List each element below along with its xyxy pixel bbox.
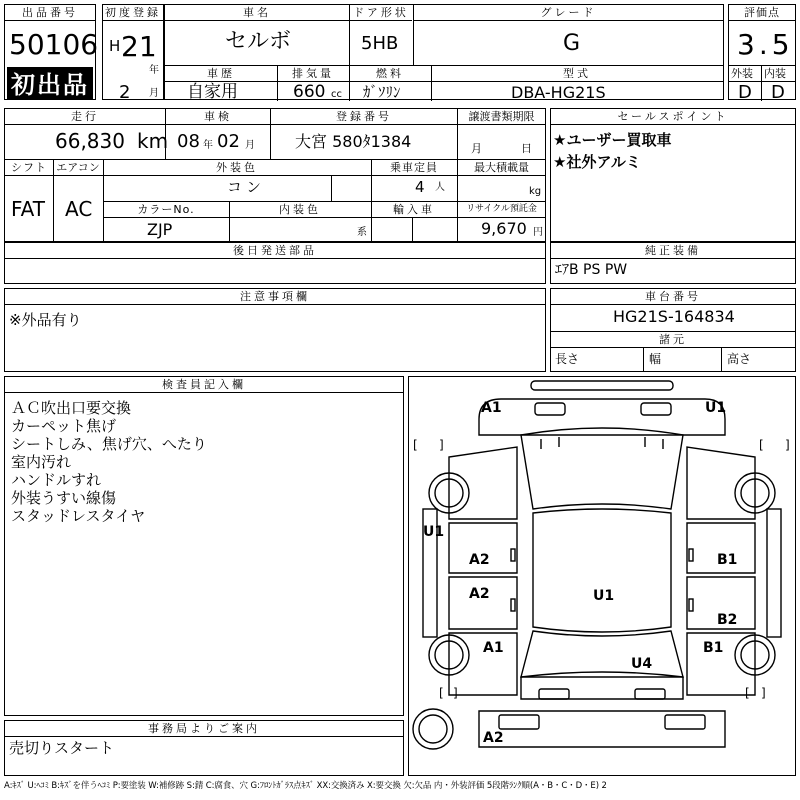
car-name: セルボ: [225, 29, 292, 54]
shift: FAT: [11, 197, 46, 221]
damage-mark: A2: [469, 586, 490, 602]
displacement-unit: cc: [331, 89, 342, 100]
ac-label: エアコン: [56, 161, 100, 174]
shift-label: シフト: [11, 161, 47, 174]
inspection-year-unit: 年: [203, 140, 213, 151]
exterior-grade: D: [738, 82, 752, 103]
transfer-deadline-label: 譲渡書類期限: [458, 109, 545, 125]
damage-mark: U1: [705, 400, 727, 416]
mileage-label: 走行: [5, 109, 165, 125]
damage-mark: A1: [481, 400, 502, 416]
damage-mark: U4: [631, 656, 653, 672]
lot-label: 出品番号: [5, 5, 95, 21]
exterior-label: 外装: [731, 67, 753, 80]
era: H: [109, 37, 121, 55]
score-box: [728, 4, 796, 103]
chassis-label: 車台番号: [551, 289, 795, 305]
month: 2: [119, 82, 131, 103]
transfer-month: 月: [471, 142, 482, 155]
year-unit: 年: [149, 65, 159, 76]
damage-mark: A2: [483, 730, 504, 746]
car-name-label: 車名: [165, 5, 349, 21]
notes: ※外品有り: [9, 311, 82, 329]
interior-color-unit: 系: [357, 227, 367, 238]
model-label: 型式: [563, 67, 591, 80]
year: 21: [121, 30, 157, 63]
month-unit: 月: [149, 88, 159, 99]
capacity-unit: 人: [435, 182, 445, 193]
legend: A:ｷｽﾞ U:ﾍｺﾐ B:ｷｽﾞを伴うﾍｺﾐ P:要塗装 W:補修跡 S:錆 C:腐食、穴 G:ﾌﾛﾝﾄｶﾞﾗｽ点ｷｽﾞ XX:交換済み X:要交換 欠:欠品 内・外装評価 5段階ﾗﾝｸ順(A・B・C・D・E) 2: [4, 781, 607, 791]
first-reg-label: 初度登録: [105, 6, 161, 19]
svg-text:]: ]: [453, 686, 458, 700]
inspector-note: 外装うすい線傷: [11, 489, 117, 507]
width-label: 幅: [649, 352, 662, 366]
sales-points-box: [550, 108, 796, 242]
color-number: ZJP: [147, 220, 173, 239]
inspector-note: カーペット焦げ: [11, 417, 117, 435]
registration-number: 大宮 580ﾀ1384: [295, 132, 412, 151]
later-parts-box: [4, 242, 546, 284]
grade-label: グレード: [414, 5, 723, 21]
equipment-label: 純正装備: [551, 243, 795, 259]
svg-text:[: [: [439, 686, 444, 700]
chassis-box: [550, 288, 796, 372]
exterior-color: コン: [227, 178, 266, 196]
svg-text:[: [: [413, 438, 418, 452]
damage-mark: B1: [703, 640, 724, 656]
transfer-day: 日: [521, 142, 532, 155]
recycle-unit: 円: [533, 227, 543, 238]
history-label: 車歴: [207, 67, 235, 80]
damage-mark: U1: [593, 588, 615, 604]
interior-label: 内装: [764, 67, 786, 80]
inspection-month: 02: [217, 131, 240, 152]
damage-mark: B1: [717, 552, 738, 568]
inspector-note: スタッドレスタイヤ: [11, 507, 146, 525]
equipment-box: [550, 242, 796, 284]
displacement: 660: [293, 82, 326, 102]
import-label: 輸入車: [393, 203, 435, 216]
dimensions-label: 諸元: [659, 333, 687, 346]
door-type: 5HB: [361, 33, 399, 54]
recycle-deposit: 9,670: [481, 219, 527, 238]
color-number-label: カラーNo.: [137, 203, 195, 216]
length-label: 長さ: [555, 352, 580, 366]
exterior-color-label: 外装色: [216, 161, 258, 174]
model: DBA-HG21S: [511, 83, 606, 102]
registration-label: 登録番号: [271, 109, 457, 125]
notes-box: [4, 288, 546, 372]
grade: G: [563, 31, 581, 56]
later-parts-label: 後日発送部品: [5, 243, 545, 259]
inspector-label: 検査員記入欄: [5, 377, 403, 393]
first-listing-badge: 初出品: [7, 67, 93, 99]
mileage: 66,830: [55, 129, 125, 153]
svg-text:]: ]: [785, 438, 790, 452]
inspector-box: [4, 376, 404, 716]
load-unit: kg: [529, 186, 542, 197]
details-box: [4, 108, 546, 242]
score-label: 評価点: [729, 5, 795, 21]
interior-grade: D: [771, 82, 785, 103]
notes-label: 注意事項欄: [5, 289, 545, 305]
equipment: ｴｱB PS PW: [555, 262, 628, 278]
inspector-note: ハンドルすれ: [11, 471, 102, 489]
chassis-number: HG21S-164834: [613, 307, 735, 326]
interior-color-label: 内装色: [279, 203, 321, 216]
capacity: 4: [415, 178, 425, 196]
damage-mark: U1: [423, 524, 445, 540]
office-box: [4, 720, 404, 776]
vehicle-info-box: [164, 4, 724, 100]
damage-mark: A1: [483, 640, 504, 656]
inspector-note: 室内汚れ: [11, 453, 72, 471]
height-label: 高さ: [727, 352, 752, 366]
svg-text:]: ]: [439, 438, 444, 452]
max-load-label: 最大積載量: [474, 161, 529, 174]
svg-text:]: ]: [761, 686, 766, 700]
sales-point-2: ★社外アルミ: [553, 153, 641, 171]
lot-number-box: [4, 4, 99, 100]
svg-text:[: [: [759, 438, 764, 452]
inspector-note: シートしみ、焦げ穴、へたり: [11, 435, 207, 453]
door-label: ドア形状: [350, 5, 412, 21]
inspection-month-unit: 月: [245, 140, 255, 151]
sales-points-label: セールスポイント: [551, 109, 795, 125]
ac: AC: [65, 197, 93, 221]
inspection-label: 車検: [166, 109, 270, 125]
displacement-label: 排気量: [292, 67, 334, 80]
history: 自家用: [187, 82, 238, 102]
office-label: 事務局よりご案内: [5, 721, 403, 737]
score: 3.5: [737, 28, 794, 61]
fuel: ｶﾞｿﾘﾝ: [363, 83, 401, 101]
damage-mark: A2: [469, 552, 490, 568]
svg-text:[: [: [745, 686, 750, 700]
office-note: 売切りスタート: [9, 739, 115, 757]
fuel-label: 燃料: [376, 67, 404, 80]
first-registration-box: [102, 4, 164, 103]
lot-number: 50106: [9, 28, 99, 61]
capacity-label: 乗車定員: [390, 161, 438, 174]
mileage-unit: km: [137, 129, 169, 153]
inspection-year: 08: [177, 131, 200, 152]
recycle-deposit-label: リサイクル預託金: [466, 204, 537, 214]
car-outline: [409, 377, 795, 775]
inspector-note: ＡＣ吹出口要交換: [11, 399, 132, 417]
car-diagram: [408, 376, 796, 776]
damage-mark: B2: [717, 612, 738, 628]
sales-point-1: ★ユーザー買取車: [553, 131, 672, 149]
